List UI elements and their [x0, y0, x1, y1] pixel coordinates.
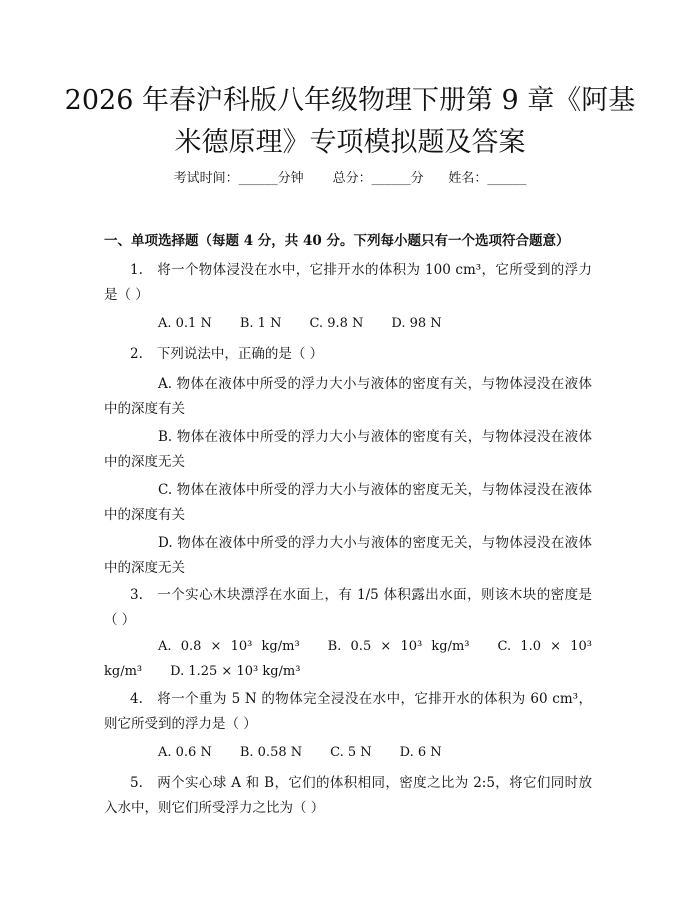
score-blank: ______: [371, 171, 411, 186]
option-b: B. 0.5 × 10³ kg/m³: [327, 639, 470, 654]
score-label: 总分：: [332, 171, 372, 186]
question-number: 2.: [130, 346, 143, 362]
score-unit: 分: [410, 171, 424, 186]
question-3: [104, 583, 592, 633]
name-label: 姓名：: [448, 171, 488, 186]
option-a: A. 0.6 N: [158, 745, 212, 760]
question-2: [104, 342, 592, 367]
time-blank: ______: [238, 171, 278, 186]
option-c: C. 5 N: [330, 745, 372, 760]
question-5: [104, 771, 592, 821]
option-a: A. 0.8 × 10³ kg/m³: [158, 639, 300, 654]
name-blank: ______: [487, 171, 527, 186]
option-d: D. 98 N: [391, 316, 442, 331]
option-c: C. 1.0 × 10³ kg/m³: [104, 639, 592, 679]
question-stem: 两个实心球 A 和 B，它们的体积相同，密度之比为 2:5，将它们同时放入水中，则它们所受浮力之比为（ ）: [104, 775, 592, 816]
time-unit: 分钟: [277, 171, 304, 186]
option-d: D. 物体在液体中所受的浮力大小与液体的密度无关，与物体浸没在液体中的深度无关: [104, 535, 592, 576]
option-c: C. 9.8 N: [309, 316, 364, 331]
page-title: 2026 年春沪科版八年级物理下册第 9 章《阿基米德原理》专项模拟题及答案: [64, 85, 636, 158]
question-number: 5.: [130, 775, 143, 791]
question-stem: 将一个重为 5 N 的物体完全浸没在水中，它排开水的体积为 60 cm³，则它所受到的浮力是（ ）: [104, 691, 592, 732]
option-b: B. 物体在液体中所受的浮力大小与液体的密度有关，与物体浸没在液体中的深度无关: [104, 429, 592, 470]
question-1-options: [104, 311, 592, 336]
option-c: C. 物体在液体中所受的浮力大小与液体的密度无关，与物体浸没在液体中的深度有关: [104, 482, 592, 523]
question-number: 3.: [130, 587, 143, 603]
option-b: B. 0.58 N: [239, 745, 303, 760]
option-b: B. 1 N: [239, 316, 282, 331]
question-number: 4.: [130, 691, 143, 707]
time-label: 考试时间：: [173, 171, 239, 186]
question-stem: 下列说法中，正确的是（ ）: [156, 346, 324, 362]
option-a: A. 0.1 N: [158, 316, 212, 331]
section-heading: 一、单项选择题（每题 4 分，共 40 分。下列每小题只有一个选项符合题意）: [104, 233, 570, 249]
question-number: 1.: [130, 262, 143, 278]
option-d: D. 6 N: [399, 745, 442, 760]
option-d: D. 1.25 × 10³ kg/m³: [170, 664, 301, 679]
exam-meta: [0, 167, 700, 186]
question-4: [104, 687, 592, 737]
option-a: A. 物体在液体中所受的浮力大小与液体的密度有关，与物体浸没在液体中的深度有关: [104, 376, 592, 417]
question-4-options: [104, 740, 592, 765]
question-1: [104, 258, 592, 308]
question-stem: 一个实心木块漂浮在水面上，有 1/5 体积露出水面，则该木块的密度是（ ）: [104, 587, 592, 628]
question-3-options: [104, 634, 592, 684]
question-stem: 将一个物体浸没在水中，它排开水的体积为 100 cm³，它所受到的浮力是（ ）: [104, 262, 592, 303]
